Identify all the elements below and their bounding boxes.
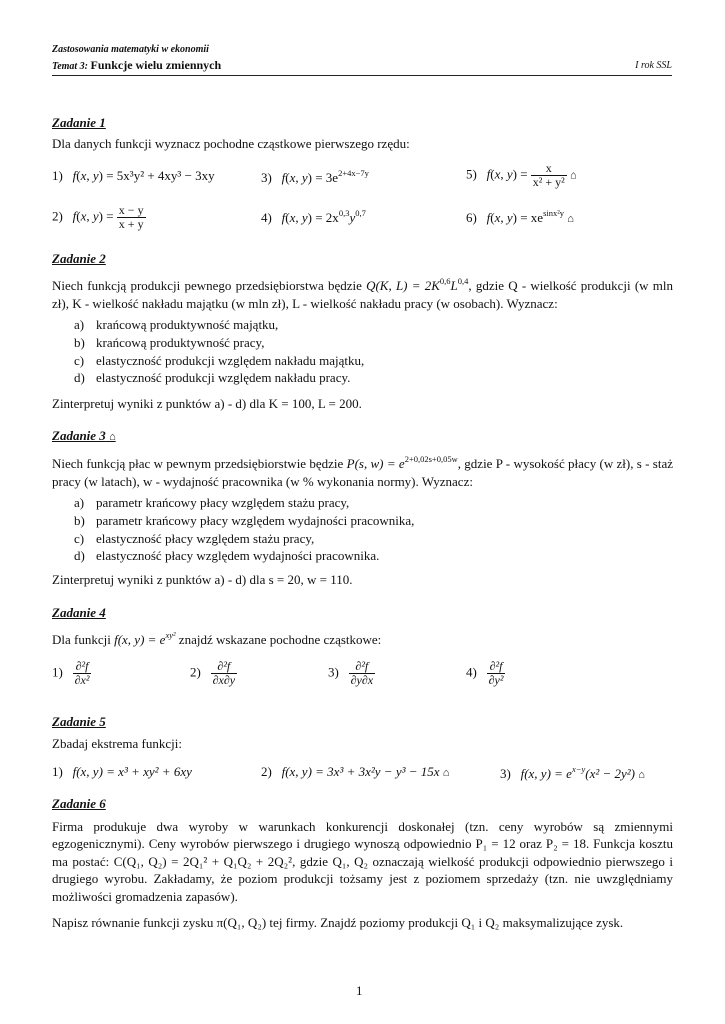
formula-1: = 5x³y² + 4xy³ − 3xy [106, 168, 215, 183]
list-item: b) parametr krańcowy płacy względem wydajności pracownika, [74, 512, 415, 528]
task-2-list [74, 316, 364, 387]
task-5-heading: Zadanie 5 [52, 714, 106, 729]
year-label: I rok SSL [635, 60, 672, 71]
task-4-heading: Zadanie 4 [52, 605, 106, 620]
task-5-intro: Zbadaj ekstrema funkcji: [52, 736, 182, 751]
production-function: Q(K, L) = 2K [366, 278, 440, 293]
course-name: Zastosowania matematyki w ekonomii [52, 44, 209, 55]
task-3-heading: Zadanie 3 ⌂ [52, 428, 116, 443]
formula-4: = 2x [315, 210, 339, 225]
task-5-item-3: 3) f(x, $y) = e^{x-y}(x^2 - 2y^2)$ ⌂ [500, 764, 645, 781]
fraction-5: $\frac{x}{\text{x² + y²}}$ [532, 161, 565, 189]
task-1-item-5: 5) f(x, y) = $\frac{x}{\text{x² + y²}}$ ⌂ [466, 161, 577, 189]
formula-3: = 3e [315, 170, 339, 185]
list-item: a) krańcową produktywność majątku, [74, 317, 279, 332]
task-6-paragraph: Firma produkuje dwa wyroby w warunkach konkurencji doskonałej (tzn. ceny wyrobów są zmiennymi egzogenicznymi). Ceny wyrobów pierwszego i drugiego wynoszą odpowiednio P₁ = 12 oraz P₂ = 18. Funkcja kosztu ma postać: C(Q₁, Q₂) = 2Q₁² + Q₁Q₂ + 2Q₂², gdzie Q₁, Q₂ oznaczają wielkość produkcji odpowiednio pierwszego i drugiego wyrobu. Zakładamy, że poziom produkcji tożsamy jest z poziomem sprzedaży (tzn. nie uwzględniamy możliwości gromadzenia zapasów). [52, 819, 673, 904]
item-number: 4) [261, 210, 272, 225]
house-icon: ⌂ [570, 169, 577, 182]
task-1-item-1: 1) f(x, y) = 5x³y² + 4xy³ − 3xy [52, 168, 215, 183]
task-1-item-2: 2) f(x, y) = $\frac{x - y}{x + y}$ [52, 203, 144, 231]
task-4-derivative-4: 4) $\frac{\text{∂²f}}{\text{∂y²}}$ [466, 659, 504, 687]
task-3-list [74, 494, 414, 565]
wage-function: P(s, w) = e [346, 456, 405, 471]
task-4-derivative-2: 2) $\frac{\text{∂²f}}{\partial x\partial y}$ [190, 659, 236, 687]
task-1-item-4: 4) f(x, $y) = 2x^{0,3}y^{0,7}$ [261, 208, 366, 225]
task-1-intro: Dla danych funkcji wyznacz pochodne cząstkowe pierwszego rzędu: [52, 136, 410, 151]
task-1-item-6: 6) f(x, $y) = xe^{sinx^2y}$ ⌂ [466, 208, 574, 225]
task-5-item-1: 1) f(x, y) = x³ + xy² + 6xy [52, 764, 192, 779]
task-2-paragraph: Niech funkcją produkcji pewnego przedsiębiorstwa będzie Q(K, $L) = 2K^{0,6}L^{0,4}$, gdzie Q - wielkość produkcji (w mln zł), K - wielkość nakładu majątku (w mln zł), L - wielkość nakładu pracy (w osobach). Wyznacz: [52, 276, 673, 311]
house-icon: ⌂ [109, 431, 116, 443]
task-3-paragraph: Niech funkcją płac w pewnym przedsiębiorstwie będzie P(s, $w) = e^{2+0,02s+0,05w}$, gdzie P - wysokość płacy (w zł), s - staż pracy (w latach), w - wydajność pracownika (w % wykonania normy). Wyznacz: [52, 454, 674, 489]
task-1-item-3: 3) f(x, $y) = 3e^{2+4x-7y}$ [261, 168, 369, 185]
page-number: 1 [356, 983, 363, 998]
item-number: 5) [466, 166, 477, 182]
task-4-derivative-3: 3) $\frac{\text{∂²f}}{\partial y\partial x}$ [328, 659, 374, 687]
task-2-heading: Zadanie 2 [52, 251, 106, 266]
item-number: 2) [52, 208, 63, 224]
list-item: c) elastyczność produkcji względem nakładu majątku, [74, 352, 365, 368]
task-6-question: Napisz równanie funkcji zysku π(Q₁, Q₂) tej firmy. Znajdź poziomy produkcji Q₁ i Q₂ maksymalizujące zysk. [52, 915, 624, 930]
fraction-2: $\frac{x - y}{x + y}$ [118, 203, 144, 231]
item-number: 3) [261, 170, 272, 185]
task-4-intro: Dla funkcji f(x, $y) = e^{xy^2}$ znajdź wskazane pochodne cząstkowe: [52, 630, 382, 647]
topic-line [52, 58, 221, 73]
topic-label: Temat 3: [52, 61, 89, 72]
task-6-heading: Zadanie 6 [52, 796, 106, 811]
house-icon: ⌂ [567, 213, 574, 225]
formula-3-exponent: 2+4x−7y [338, 168, 369, 178]
list-item: d) elastyczność produkcji względem nakładu pracy. [74, 370, 351, 386]
list-item: a) parametr krańcowy płacy względem stażu pracy, [74, 495, 350, 510]
formula-6: = xe [520, 210, 544, 225]
item-number: 1) [52, 168, 63, 183]
topic-title: Funkcje wielu zmiennych [90, 58, 222, 72]
list-item: d) elastyczność płacy względem wydajności pracownika. [74, 548, 380, 564]
task-1-heading: Zadanie 1 [52, 115, 106, 130]
list-item: c) elastyczność płacy względem stażu pracy, [74, 530, 315, 546]
header-divider [52, 75, 672, 76]
list-item: b) krańcową produktywność pracy, [74, 334, 265, 350]
house-icon: ⌂ [442, 767, 450, 779]
item-number: 6) [466, 210, 477, 225]
task-4-derivative-1: 1) $\frac{\text{∂²f}}{\text{∂x²}}$ [52, 659, 90, 687]
task-3-closing: Zinterpretuj wyniki z punktów a) - d) dla s = 20, w = 110. [52, 572, 353, 587]
house-icon: ⌂ [638, 769, 645, 781]
task-5-item-2: 2) f(x, y) = 3x³ + 3x²y − y³ − 15x ⌂ [261, 764, 450, 779]
task-2-closing: Zinterpretuj wyniki z punktów a) - d) dla K = 100, L = 200. [52, 396, 362, 411]
